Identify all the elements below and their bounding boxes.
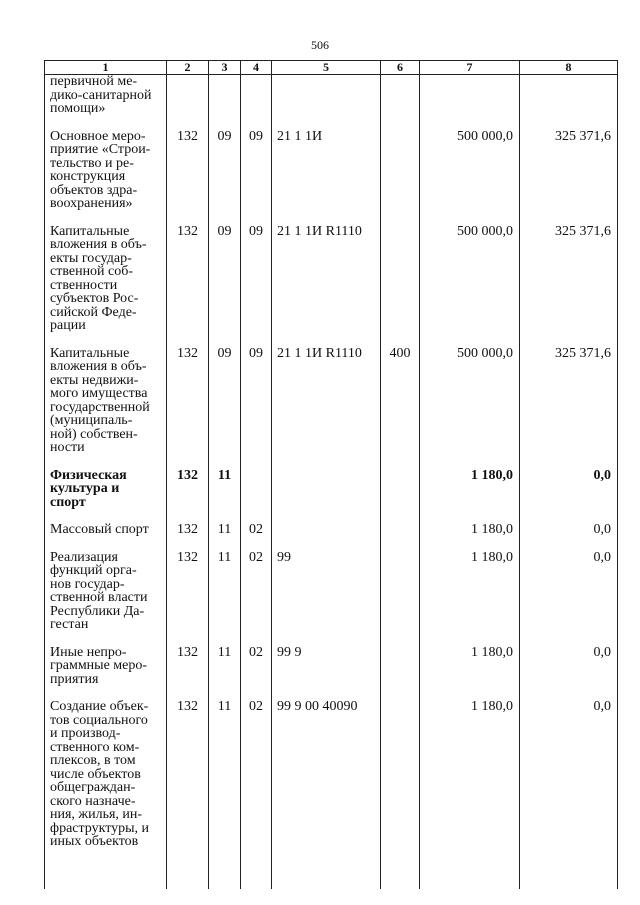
subsection-cell: 02 — [241, 551, 272, 646]
item-name-line: ственного ком- — [50, 739, 140, 755]
item-name-cell — [45, 469, 167, 524]
item-name-line: государственной — [50, 399, 150, 415]
section-cell: 11 — [209, 523, 241, 551]
header-cell-3: 3 — [209, 61, 241, 75]
header-cell-6: 6 — [381, 61, 420, 75]
admin-code-cell: 132 — [167, 469, 209, 524]
item-name-cell — [45, 225, 167, 347]
item-name-line: ственной соб- — [50, 264, 134, 279]
item-name-line: сийской Феде- — [50, 304, 137, 320]
item-name-line: ственной власти — [50, 590, 148, 605]
amount-planned-cell: 1 180,0 — [420, 469, 520, 524]
item-name-line: Республики Да- — [50, 603, 145, 619]
item-name-cell — [45, 130, 167, 225]
header-row — [45, 61, 618, 75]
admin-code-cell: 132 — [167, 523, 209, 551]
expense-type-cell — [381, 75, 420, 130]
expense-type-cell — [381, 646, 420, 701]
item-name-line: конструкция — [50, 169, 126, 184]
section-cell: 11 — [209, 551, 241, 646]
section-cell: 09 — [209, 225, 241, 347]
empty-cell — [381, 863, 420, 889]
expense-type-cell — [381, 551, 420, 646]
item-name-line: воохранения» — [50, 196, 133, 211]
amount-executed-cell: 0,0 — [520, 469, 618, 524]
target-article-cell: 99 9 00 40090 — [272, 700, 381, 863]
page-number: 506 — [311, 38, 329, 52]
item-name-line: вложения в объ- — [50, 237, 147, 252]
item-name-line: приятие «Строи- — [50, 142, 151, 157]
item-name-cell — [45, 646, 167, 701]
header-cell-7: 7 — [420, 61, 520, 75]
target-article-cell: 21 1 1И R1110 — [272, 347, 381, 469]
item-name-line: (муниципаль- — [50, 413, 133, 428]
empty-cell — [272, 863, 381, 889]
item-name-line: ского назначе- — [50, 793, 136, 809]
item-name-line: плексов, в том — [50, 753, 136, 768]
section-cell: 11 — [209, 700, 241, 863]
table-row — [45, 523, 618, 551]
section-cell: 11 — [209, 646, 241, 701]
item-name-line: Капитальные — [50, 223, 130, 239]
admin-code-cell: 132 — [167, 551, 209, 646]
subsection-cell: 02 — [241, 523, 272, 551]
admin-code-cell: 132 — [167, 130, 209, 225]
item-name-line: тов социального — [50, 712, 148, 728]
subsection-cell: 09 — [241, 225, 272, 347]
expense-type-cell — [381, 225, 420, 347]
item-name-line: и производ- — [50, 726, 121, 741]
item-name-cell — [45, 551, 167, 646]
item-name-line: спорт — [50, 494, 86, 510]
item-name-line: числе объектов — [50, 766, 141, 782]
item-name-line: ности — [50, 440, 85, 455]
target-article-cell — [272, 75, 381, 130]
target-article-cell: 21 1 1И — [272, 130, 381, 225]
amount-executed-cell: 325 371,6 — [520, 130, 618, 225]
amount-planned-cell: 1 180,0 — [420, 646, 520, 701]
empty-cell — [45, 863, 167, 889]
item-name-line: субъектов Рос- — [50, 291, 139, 306]
item-name-cell — [45, 700, 167, 863]
admin-code-cell: 132 — [167, 347, 209, 469]
subsection-cell — [241, 75, 272, 130]
section-cell: 09 — [209, 130, 241, 225]
item-name-line: объектов здра- — [50, 182, 138, 198]
item-name-line: Основное меро- — [50, 128, 146, 144]
table-row — [45, 700, 618, 863]
amount-executed-cell: 0,0 — [520, 523, 618, 551]
amount-executed-cell — [520, 75, 618, 130]
amount-planned-cell: 500 000,0 — [420, 347, 520, 469]
header-cell-5: 5 — [272, 61, 381, 75]
subsection-cell: 02 — [241, 700, 272, 863]
item-name-line: мого имущества — [50, 386, 148, 401]
item-name-line: Массовый спорт — [50, 522, 149, 537]
item-name-line: помощи» — [50, 101, 106, 116]
header-cell-4: 4 — [241, 61, 272, 75]
item-name-line: дико-санитарной — [50, 87, 152, 103]
item-name-line: Физическая — [50, 467, 127, 483]
amount-planned-cell: 1 180,0 — [420, 523, 520, 551]
amount-executed-cell: 0,0 — [520, 551, 618, 646]
amount-executed-cell: 0,0 — [520, 646, 618, 701]
item-name-line: вложения в объ- — [50, 359, 147, 374]
expense-type-cell — [381, 700, 420, 863]
header-cell-1: 1 — [45, 61, 167, 75]
table-body — [45, 75, 618, 889]
subsection-cell: 09 — [241, 130, 272, 225]
empty-cell — [241, 863, 272, 889]
item-name-line: гестан — [50, 617, 89, 632]
table-row — [45, 225, 618, 347]
subsection-cell: 09 — [241, 347, 272, 469]
empty-cell — [420, 863, 520, 889]
item-name-line: нов государ- — [50, 576, 125, 592]
item-name-line: Иные непро- — [50, 644, 127, 660]
target-article-cell — [272, 469, 381, 524]
item-name-line: первичной ме- — [50, 74, 138, 89]
item-name-line: рации — [50, 318, 86, 333]
item-name-line: тельство и ре- — [50, 155, 134, 171]
amount-planned-cell — [420, 75, 520, 130]
expense-type-cell — [381, 469, 420, 524]
item-name-line: екты государ- — [50, 250, 132, 266]
target-article-cell: 99 — [272, 551, 381, 646]
amount-planned-cell: 500 000,0 — [420, 130, 520, 225]
expense-type-cell — [381, 523, 420, 551]
budget-table — [44, 60, 618, 889]
subsection-cell — [241, 469, 272, 524]
table-row — [45, 75, 618, 130]
admin-code-cell: 132 — [167, 646, 209, 701]
amount-planned-cell: 1 180,0 — [420, 700, 520, 863]
admin-code-cell — [167, 75, 209, 130]
item-name-line: граммные меро- — [50, 658, 148, 673]
empty-cell — [167, 863, 209, 889]
item-name-line: фраструктуры, и — [50, 820, 150, 836]
admin-code-cell: 132 — [167, 225, 209, 347]
item-name-line: екты недвижи- — [50, 372, 139, 388]
expense-type-cell — [381, 130, 420, 225]
table-row — [45, 551, 618, 646]
amount-planned-cell: 1 180,0 — [420, 551, 520, 646]
item-name-line: иных объектов — [50, 834, 139, 849]
table-row — [45, 347, 618, 469]
target-article-cell: 21 1 1И R1110 — [272, 225, 381, 347]
section-cell: 09 — [209, 347, 241, 469]
target-article-cell — [272, 523, 381, 551]
target-article-cell: 99 9 — [272, 646, 381, 701]
item-name-cell — [45, 75, 167, 130]
amount-executed-cell: 0,0 — [520, 700, 618, 863]
item-name-line: ния, жилья, ин- — [50, 807, 143, 822]
table-row — [45, 469, 618, 524]
amount-executed-cell: 325 371,6 — [520, 347, 618, 469]
empty-cell — [209, 863, 241, 889]
amount-executed-cell: 325 371,6 — [520, 225, 618, 347]
item-name-line: ной) собствен- — [50, 426, 138, 442]
item-name-line: культура и — [50, 481, 120, 496]
item-name-line: ственности — [50, 277, 118, 293]
admin-code-cell: 132 — [167, 700, 209, 863]
item-name-line: приятия — [50, 671, 99, 687]
item-name-line: функций орга- — [50, 563, 137, 578]
item-name-cell — [45, 347, 167, 469]
table-spacer-row — [45, 863, 618, 889]
section-cell — [209, 75, 241, 130]
item-name-line: Реализация — [50, 549, 118, 565]
subsection-cell: 02 — [241, 646, 272, 701]
item-name-line: Создание объек- — [50, 699, 149, 714]
item-name-cell — [45, 523, 167, 551]
item-name-line: общеграждан- — [50, 780, 136, 795]
section-cell: 11 — [209, 469, 241, 524]
header-cell-2: 2 — [167, 61, 209, 75]
item-name-line: Капитальные — [50, 345, 130, 361]
table-row — [45, 130, 618, 225]
table-row — [45, 646, 618, 701]
header-cell-8: 8 — [520, 61, 618, 75]
expense-type-cell: 400 — [381, 347, 420, 469]
empty-cell — [520, 863, 618, 889]
amount-planned-cell: 500 000,0 — [420, 225, 520, 347]
